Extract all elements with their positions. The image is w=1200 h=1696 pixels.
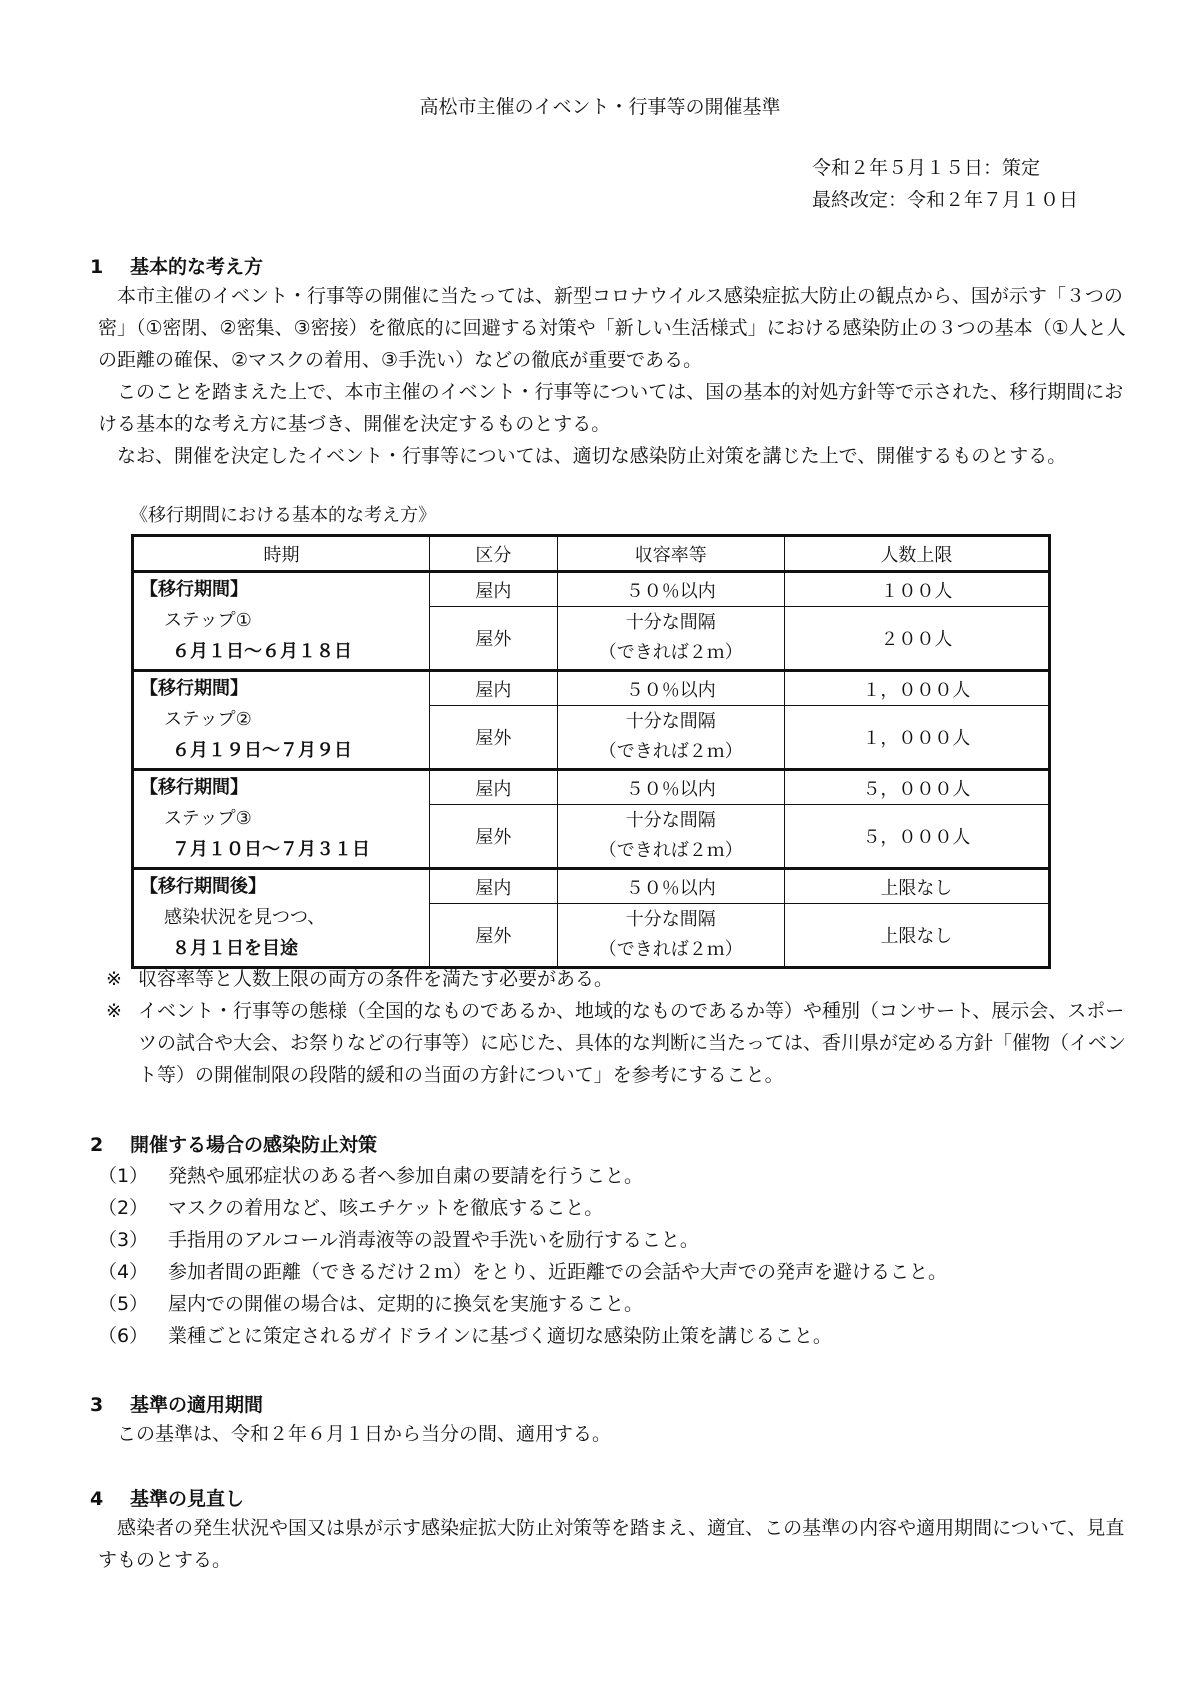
section-3-heading bbox=[90, 1390, 263, 1417]
list-item bbox=[98, 1288, 1128, 1320]
period-cell bbox=[133, 770, 430, 869]
header-category: 区分 bbox=[430, 536, 558, 572]
prevention-measures-list bbox=[98, 1160, 1128, 1352]
section-1-paragraph-1: 本市主催のイベント・行事等の開催に当たっては、新型コロナウイルス感染症拡大防止の観点から、国が示す「３つの密」（①密閉、②密集、③密接）を徹底的に回避する対策や「新しい生活様式」における感染防止の３つの基本（①人と人の距離の確保、②マスクの着用、③手洗い）などの徹底が重要である。 bbox=[98, 285, 1126, 371]
date-block bbox=[812, 152, 1078, 216]
capacity-cell: ５０％以内 bbox=[557, 671, 784, 706]
note-item bbox=[98, 963, 1128, 995]
list-text: 参加者間の距離（できるだけ２ｍ）をとり、近距離での会話や大声での発声を避けること。 bbox=[168, 1261, 948, 1283]
list-item bbox=[98, 1320, 1128, 1352]
period-cell bbox=[133, 671, 430, 770]
section-1-paragraph-3: なお、開催を決定したイベント・行事等については、適切な感染防止対策を講じた上で、開催するものとする。 bbox=[117, 445, 1067, 467]
period-label: 【移行期間】 bbox=[140, 678, 248, 699]
list-item bbox=[98, 1160, 1128, 1192]
list-index: （6） bbox=[98, 1325, 149, 1347]
limit-cell: ５，０００人 bbox=[784, 770, 1049, 805]
section-4-heading bbox=[90, 1484, 244, 1511]
section-4-text: 感染者の発生状況や国又は県が示す感染症拡大防止対策等を踏まえ、適宜、この基準の内容や適用期間について、見直すものとする。 bbox=[98, 1517, 1125, 1571]
period-step: ステップ② bbox=[164, 709, 252, 730]
capacity-cell: ５０％以内 bbox=[557, 770, 784, 805]
list-text: 屋内での開催の場合は、定期的に換気を実施すること。 bbox=[168, 1293, 644, 1315]
capacity-note: （できれば２ｍ） bbox=[598, 642, 743, 663]
period-step: 感染状況を見つつ、 bbox=[164, 907, 326, 928]
list-index: （3） bbox=[98, 1229, 149, 1251]
list-text: マスクの着用など、咳エチケットを徹底すること。 bbox=[168, 1197, 604, 1219]
category-cell: 屋内 bbox=[430, 572, 558, 607]
section-number: 2 bbox=[90, 1134, 104, 1156]
capacity-note: （できれば２ｍ） bbox=[598, 741, 743, 762]
capacity-cell bbox=[557, 706, 784, 770]
list-text: 業種ごとに策定されるガイドラインに基づく適切な感染防止策を講じること。 bbox=[168, 1325, 832, 1347]
period-dates: ８月１日を目途 bbox=[172, 938, 298, 959]
list-text: 発熱や風邪症状のある者へ参加自粛の要請を行うこと。 bbox=[168, 1165, 644, 1187]
period-label: 【移行期間】 bbox=[140, 579, 248, 600]
category-cell: 屋外 bbox=[430, 607, 558, 671]
revised-date: 最終改定：令和２年７月１０日 bbox=[812, 189, 1079, 211]
capacity-cell: ５０％以内 bbox=[557, 572, 784, 607]
section-number: 4 bbox=[90, 1488, 104, 1510]
capacity-text: 十分な間隔 bbox=[625, 810, 716, 831]
transition-period-table bbox=[131, 534, 1051, 969]
table-row bbox=[133, 572, 1050, 607]
capacity-text: 十分な間隔 bbox=[625, 909, 716, 930]
section-1-paragraph-2: このことを踏まえた上で、本市主催のイベント・行事等については、国の基本的対処方針等で示された、移行期間における基本的な考え方に基づき、開催を決定するものとする。 bbox=[98, 381, 1124, 435]
capacity-note: （できれば２ｍ） bbox=[598, 939, 743, 960]
limit-cell: １，０００人 bbox=[784, 706, 1049, 770]
list-text: 手指用のアルコール消毒液等の設置や手洗いを励行すること。 bbox=[168, 1229, 699, 1251]
note-mark: ※ bbox=[106, 1000, 122, 1022]
list-index: （1） bbox=[98, 1165, 149, 1187]
list-item bbox=[98, 1192, 1128, 1224]
section-2-heading bbox=[90, 1130, 377, 1157]
capacity-cell bbox=[557, 607, 784, 671]
header-limit: 人数上限 bbox=[784, 536, 1049, 572]
period-label: 【移行期間後】 bbox=[140, 876, 266, 897]
category-cell: 屋内 bbox=[430, 671, 558, 706]
period-dates: ６月１９日～７月９日 bbox=[172, 740, 352, 761]
section-3-text: この基準は、令和２年６月１日から当分の間、適用する。 bbox=[117, 1423, 612, 1445]
list-index: （2） bbox=[98, 1197, 149, 1219]
section-1-heading bbox=[90, 252, 263, 279]
list-item bbox=[98, 1256, 1128, 1288]
enacted-date: 令和２年５月１５日：策定 bbox=[812, 157, 1041, 179]
note-text: イベント・行事等の態様（全国的なものであるか、地域的なものであるか等）や種別（コンサート、展示会、スポーツの試合や大会、お祭りなどの行事等）に応じた、具体的な判断に当たっては、香川県が定める方針「催物（イベント等）の開催制限の段階的緩和の当面の方針について」を参考にすること。 bbox=[138, 1000, 1127, 1086]
table-notes bbox=[98, 963, 1128, 1091]
category-cell: 屋外 bbox=[430, 805, 558, 869]
limit-cell: 上限なし bbox=[784, 904, 1049, 968]
limit-cell: １，０００人 bbox=[784, 671, 1049, 706]
document-title: 高松市主催のイベント・行事等の開催基準 bbox=[419, 96, 781, 118]
period-cell bbox=[133, 869, 430, 968]
table-caption: 《移行期間における基本的な考え方》 bbox=[130, 505, 436, 526]
category-cell: 屋外 bbox=[430, 904, 558, 968]
capacity-cell bbox=[557, 904, 784, 968]
period-dates: ６月１日～６月１８日 bbox=[172, 641, 352, 662]
capacity-cell bbox=[557, 805, 784, 869]
category-cell: 屋内 bbox=[430, 869, 558, 904]
table-row bbox=[133, 671, 1050, 706]
capacity-text: 十分な間隔 bbox=[625, 711, 716, 732]
header-capacity: 収容率等 bbox=[557, 536, 784, 572]
period-cell bbox=[133, 572, 430, 671]
list-index: （5） bbox=[98, 1293, 149, 1315]
table-row bbox=[133, 869, 1050, 904]
section-number: 1 bbox=[90, 256, 104, 278]
capacity-note: （できれば２ｍ） bbox=[598, 840, 743, 861]
note-mark: ※ bbox=[106, 968, 122, 990]
limit-cell: 上限なし bbox=[784, 869, 1049, 904]
note-text: 収容率等と人数上限の両方の条件を満たす必要がある。 bbox=[138, 968, 614, 990]
section-title: 基準の適用期間 bbox=[130, 1394, 264, 1416]
table-row bbox=[133, 770, 1050, 805]
period-step: ステップ① bbox=[164, 610, 252, 631]
list-index: （4） bbox=[98, 1261, 149, 1283]
period-step: ステップ③ bbox=[164, 808, 252, 829]
capacity-text: 十分な間隔 bbox=[625, 612, 716, 633]
period-label: 【移行期間】 bbox=[140, 777, 248, 798]
limit-cell: １００人 bbox=[784, 572, 1049, 607]
category-cell: 屋外 bbox=[430, 706, 558, 770]
note-item bbox=[98, 995, 1128, 1091]
period-dates: ７月１０日～７月３１日 bbox=[172, 839, 370, 860]
header-period: 時期 bbox=[133, 536, 430, 572]
limit-cell: ５，０００人 bbox=[784, 805, 1049, 869]
capacity-cell: ５０％以内 bbox=[557, 869, 784, 904]
limit-cell: ２００人 bbox=[784, 607, 1049, 671]
table-header-row bbox=[133, 536, 1050, 572]
section-title: 基本的な考え方 bbox=[130, 256, 264, 278]
section-number: 3 bbox=[90, 1394, 104, 1416]
section-title: 基準の見直し bbox=[130, 1488, 245, 1510]
list-item bbox=[98, 1224, 1128, 1256]
section-title: 開催する場合の感染防止対策 bbox=[130, 1134, 378, 1156]
category-cell: 屋内 bbox=[430, 770, 558, 805]
